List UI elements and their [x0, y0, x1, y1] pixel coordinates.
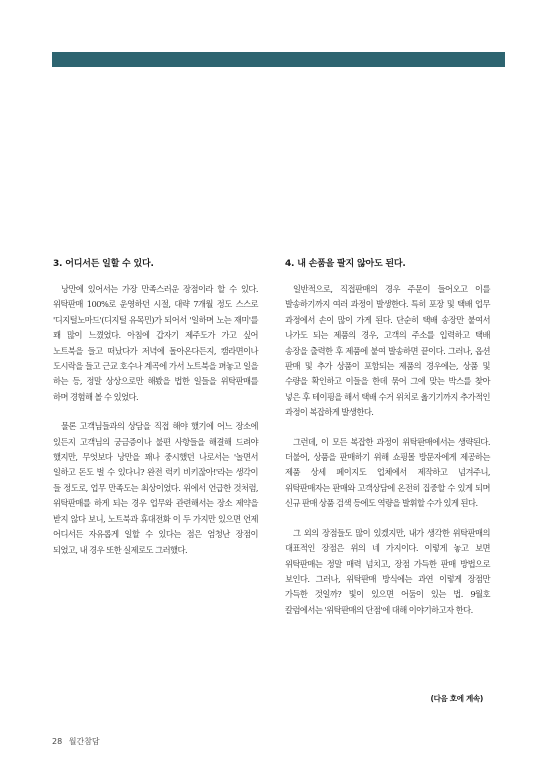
body-paragraph: 낭만에 있어서는 가장 만족스러운 장점이라 할 수 있다. 위탁판매 100%로 운영하던 시절, 대략 7개월 정도 스스로 '디지털노마드'(디지털 유목민)가 되어서 '일하며 노는 재미'를 꽤 많이 느꼈었다. 아침에 갑자기 제주도가 가고 싶어 노트북을 들고 떠났다가 저녁에 돌아온다든지, 캠라면이나 도시락을 들고 근교 호수나 계곡에 가서 노트북을 펴놓고 일을 하는 등, 정말 상상으로만 해봤을 법한 일들을 위탁판매를 하며 경험해 볼 수 있었다. — [53, 284, 258, 402]
body-paragraph: 그런데, 이 모든 복잡한 과정이 위탁판매에서는 생략된다. 더불어, 상품을 판매하기 위해 쇼핑몰 방문자에게 제공하는 제품 상세 페이지도 업체에서 제작하고 넘겨주니, 위탁판매자는 판매와 고객상담에 온전히 집중할 수 있게 되며 신규 판매 상품 검색 등에도 역량을 발휘할 수가 있게 된다. — [285, 436, 490, 509]
body-paragraph: 일반적으로, 직접판매의 경우 주문이 들어오고 이를 발송하기까지 여러 과정이 발생한다. 특히 포장 및 택배 업무 과정에서 손이 많이 가게 된다. 단순히 택배 송장만 붙여서 나가도 되는 제품의 경우, 고객의 주소를 입력하고 택배 송장을 출력한 후 제품에 붙여 발송하면 끝이다. 그러나, 옵션 판매 및 추가 상품이 포함되는 제품의 경우에는, 상품 및 수량을 확인하고 이들을 한데 묶어 그에 맞는 박스를 찾아 넣은 후 테이핑을 해서 택배 수거 위치로 옮기기까지 추가적인 과정이 복잡하게 발생한다. — [285, 284, 490, 418]
section-heading-4: 4. 내 손품을 팔지 않아도 된다. — [285, 259, 406, 269]
page-footer — [52, 736, 100, 747]
body-paragraph: 물론 고객님들과의 상담을 직접 해야 했기에 어느 장소에 있든지 고객님의 궁금증이나 불편 사항들을 해결해 드려야 했지만, 무엇보다 낭만을 꽤나 중시했던 나로서는 '놀면서 일하고 돈도 벌 수 있다니? 완전 럭키 비키잖아!'라는 생각이 들 정도로, 업무 만족도는 최상이었다. 위에서 언급한 것처럼, 위탁판매를 하게 되는 경우 업무와 관련해서는 장소 제약을 받지 않다 보니, 노트북과 휴대전화 이 두 가지만 있으면 언제 어디서든 자유롭게 일할 수 있다는 점은 엄청난 장점이 되었고, 내 경우 또한 실제로도 그러했다. — [53, 421, 258, 555]
body-paragraph: 그 외의 장점들도 많이 있겠지만, 내가 생각한 위탁판매의 대표적인 장점은 위의 네 가지이다. 이렇게 놓고 보면 위탁판매는 정말 매력 넘치고, 장점 가득한 판매 방법으로 보인다. 그러나, 위탁판매 방식에는 과연 이렇게 장점만 가득한 것일까? 빛이 있으면 어둠이 있는 법. 9월호 칼럼에서는 '위탁판매의 단점'에 대해 이야기하고자 한다. — [285, 527, 490, 615]
right-column — [285, 256, 490, 632]
header-accent-bar — [52, 52, 505, 67]
section-heading-3: 3. 어디서든 일할 수 있다. — [53, 259, 154, 269]
left-column — [53, 256, 258, 572]
continued-note: (다음 호에 계속) — [430, 694, 483, 703]
page-number: 28 — [52, 737, 63, 746]
magazine-name: 월간참담 — [68, 737, 100, 746]
